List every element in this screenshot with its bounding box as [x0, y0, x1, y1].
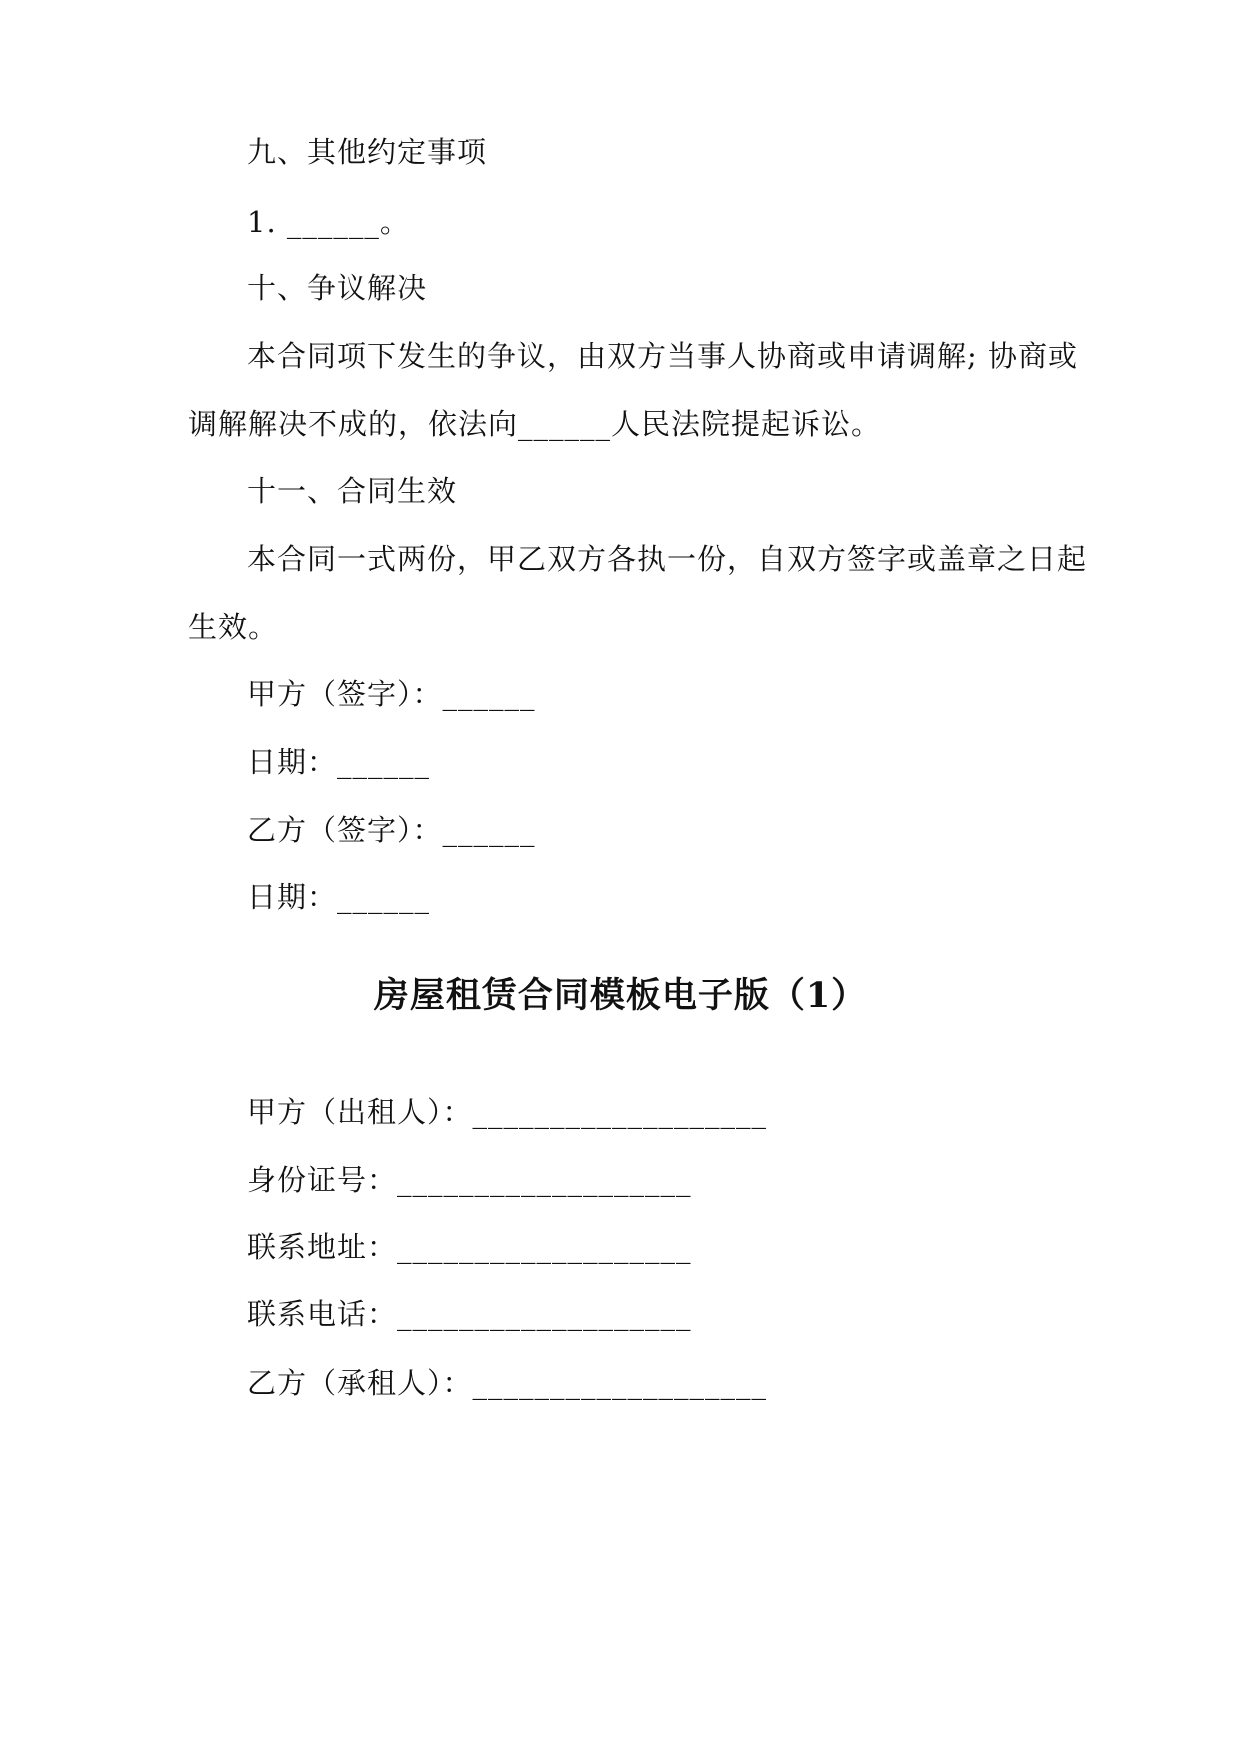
party-a-date: 日期：______ [247, 745, 431, 779]
contract-title: 房屋租赁合同模板电子版（1） [373, 975, 868, 1016]
section-10-paragraph-line-2: 调解解决不成的，依法向______人民法院提起诉讼。 [188, 407, 882, 441]
party-b-date: 日期：______ [247, 880, 431, 914]
section-11-heading: 十一、合同生效 [247, 474, 458, 508]
section-9-item-1: 1. ______。 [247, 205, 410, 239]
section-11-paragraph-line-2: 生效。 [188, 610, 279, 644]
address-field: 联系地址：___________________ [247, 1230, 692, 1264]
section-10-paragraph-line-1: 本合同项下发生的争议，由双方当事人协商或申请调解; 协商或 [247, 339, 1078, 373]
lessor-field: 甲方（出租人）：___________________ [247, 1095, 768, 1129]
section-11-paragraph-line-1: 本合同一式两份，甲乙双方各执一份，自双方签字或盖章之日起 [247, 542, 1088, 576]
lessee-field: 乙方（承租人）：___________________ [247, 1366, 768, 1400]
section-9-heading: 九、其他约定事项 [247, 135, 488, 169]
party-a-signature: 甲方（签字）：______ [247, 677, 536, 711]
phone-field: 联系电话：___________________ [247, 1297, 692, 1331]
party-b-signature: 乙方（签字）：______ [247, 813, 536, 847]
section-10-heading: 十、争议解决 [247, 271, 428, 305]
id-number-field: 身份证号：___________________ [247, 1163, 692, 1197]
